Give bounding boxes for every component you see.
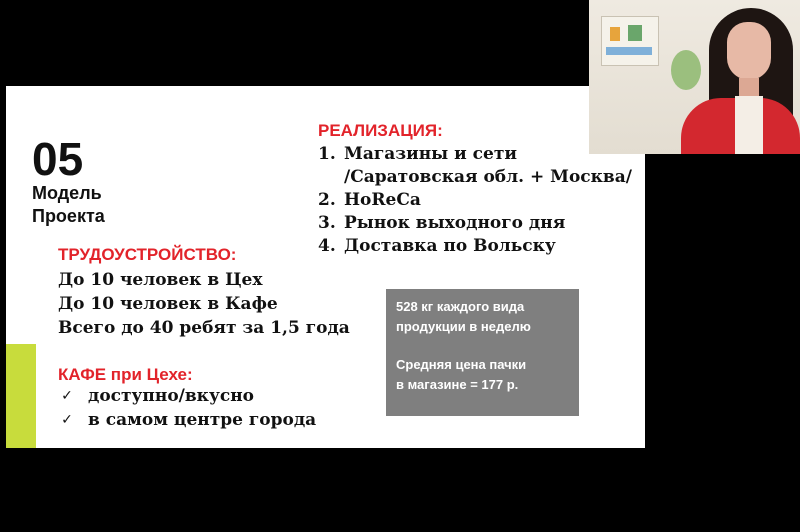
slide-number: 05 [32, 133, 84, 185]
cafe-list [58, 384, 316, 432]
info-box-spacer [396, 337, 569, 355]
plant-shape [671, 50, 701, 90]
speaker-shirt [735, 96, 763, 154]
info-box [386, 289, 579, 416]
info-box-line: в магазине = 177 р. [396, 377, 519, 392]
checkmark-icon: ✓ [61, 412, 73, 428]
item-text: HoReCa [344, 190, 421, 210]
item-number: 3. [318, 213, 336, 233]
list-item [58, 384, 316, 408]
list-item [318, 189, 638, 212]
employment-line: Всего до 40 ребят за 1,5 года [58, 318, 350, 338]
speaker-video[interactable] [589, 0, 800, 154]
item-number: 1. [318, 144, 336, 164]
art-detail [610, 27, 620, 41]
art-detail [628, 25, 642, 41]
speaker-neck [739, 78, 759, 98]
employment-line: До 10 человек в Цех [58, 270, 263, 290]
wall-art [601, 16, 659, 66]
item-text: Рынок выходного дня [344, 213, 566, 233]
speaker-face [727, 22, 771, 80]
presentation-slide [6, 86, 645, 448]
item-text: Магазины и сети [344, 144, 517, 164]
info-box-line: продукции в неделю [396, 319, 531, 334]
list-item [58, 408, 316, 432]
item-number: 2. [318, 190, 336, 210]
item-number: 4. [318, 236, 336, 256]
employment-line: До 10 человек в Кафе [58, 294, 278, 314]
slide-title [32, 182, 105, 228]
accent-bar [6, 344, 36, 448]
item-text: Доставка по Вольску [344, 236, 556, 256]
list-item [318, 212, 638, 235]
list-item [318, 235, 638, 258]
item-continuation: /Саратовская обл. + Москва/ [344, 167, 632, 187]
info-box-line: 528 кг каждого вида [396, 299, 525, 314]
cafe-item-text: доступно/вкусно [88, 386, 254, 406]
checkmark-icon: ✓ [61, 388, 73, 404]
implementation-list [318, 143, 638, 258]
info-box-line: Средняя цена пачки [396, 357, 527, 372]
implementation-heading: РЕАЛИЗАЦИЯ: [318, 121, 443, 140]
employment-heading: ТРУДОУСТРОЙСТВО: [58, 245, 237, 264]
employment-list [58, 268, 358, 340]
cafe-heading: КАФЕ при Цехе: [58, 365, 193, 384]
cafe-item-text: в самом центре города [88, 410, 317, 430]
slide-title-line1: Модель [32, 183, 102, 203]
art-detail [606, 47, 652, 55]
slide-title-line2: Проекта [32, 206, 105, 226]
